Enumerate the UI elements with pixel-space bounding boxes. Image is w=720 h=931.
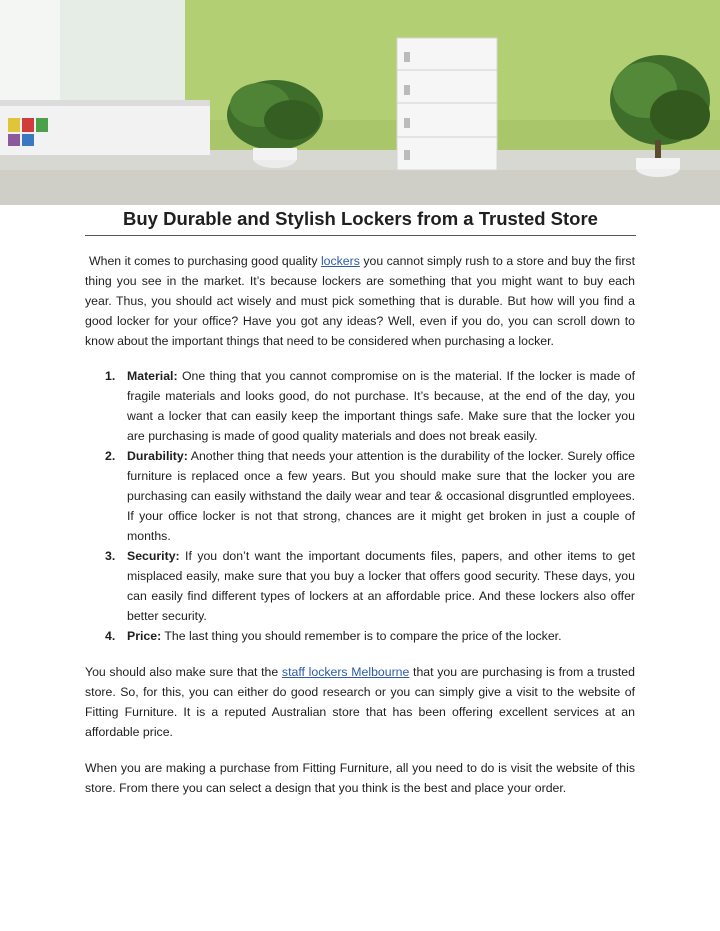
list-term: Durability: [127,449,188,463]
para2-text-before: You should also make sure that the [85,665,282,679]
list-number: 2. [105,449,116,463]
list-term: Material: [127,369,178,383]
list-text: One thing that you cannot compromise on is the material. If the locker is made of fragile materials and looks good, do not purchase. It’s because, at the end of the day, you want a locker that can easily keep the important things safe. Make sure that the locker you are purchasing is made of good quality materials and does not break easily. [127,369,635,443]
para2-text-after: that you are purchasing is from a trusted store. So, for this, you can either do good research or you can simply give a visit to the website of Fitting Furniture. It is a reputed Australian store that has been offering excellent services at an affordable price. [85,665,635,739]
list-item [85,626,635,646]
intro-text-after: you cannot simply rush to a store and buy the first thing you see in the market. It’s because lockers are something that you might want to buy each year. Thus, you should act wisely and must pick something that is durable. But how will you find a good locker for your office? Have you got any ideas? Well, even if you do, you can scroll down to know about the important things that need to be considered when purchasing a locker. [85,254,635,348]
article-body [85,251,635,798]
list-term: Security: [127,549,180,563]
store-paragraph [85,662,635,742]
office-lockers-photo-icon [0,0,720,205]
list-number: 1. [105,369,116,383]
list-item [85,446,635,546]
staff-lockers-melbourne-link[interactable]: staff lockers Melbourne [281,665,410,679]
lockers-link[interactable]: lockers [320,254,360,268]
intro-text-before: When it comes to purchasing good quality [89,254,321,268]
list-term: Price: [127,629,162,643]
purchase-paragraph: When you are making a purchase from Fitting Furniture, all you need to do is visit the website of this store. From there you can select a design that you think is the best and place your order. [85,761,635,795]
considerations-list [85,366,635,646]
list-item [85,546,635,626]
list-item [85,366,635,446]
list-text: The last thing you should remember is to compare the price of the locker. [161,629,562,643]
hero-image [0,0,720,205]
list-text: Another thing that needs your attention is the durability of the locker. Surely office furniture is replaced once a few years. But you should make sure that the locker you are purchasing can easily withstand the daily wear and tear & occasional disgruntled employees. If your office locker is not that strong, chances are it might get broken in just a couple of months. [127,449,635,543]
list-text: If you don’t want the important documents files, papers, and other items to get misplaced easily, make sure that you buy a locker that offers good security. These days, you can easily find different types of lockers at an affordable price. And these lockers also offer better security. [127,549,635,623]
list-number: 3. [105,549,116,563]
page-title: Buy Durable and Stylish Lockers from a Trusted Store [85,205,636,236]
intro-paragraph [85,251,635,351]
list-number: 4. [105,629,116,643]
